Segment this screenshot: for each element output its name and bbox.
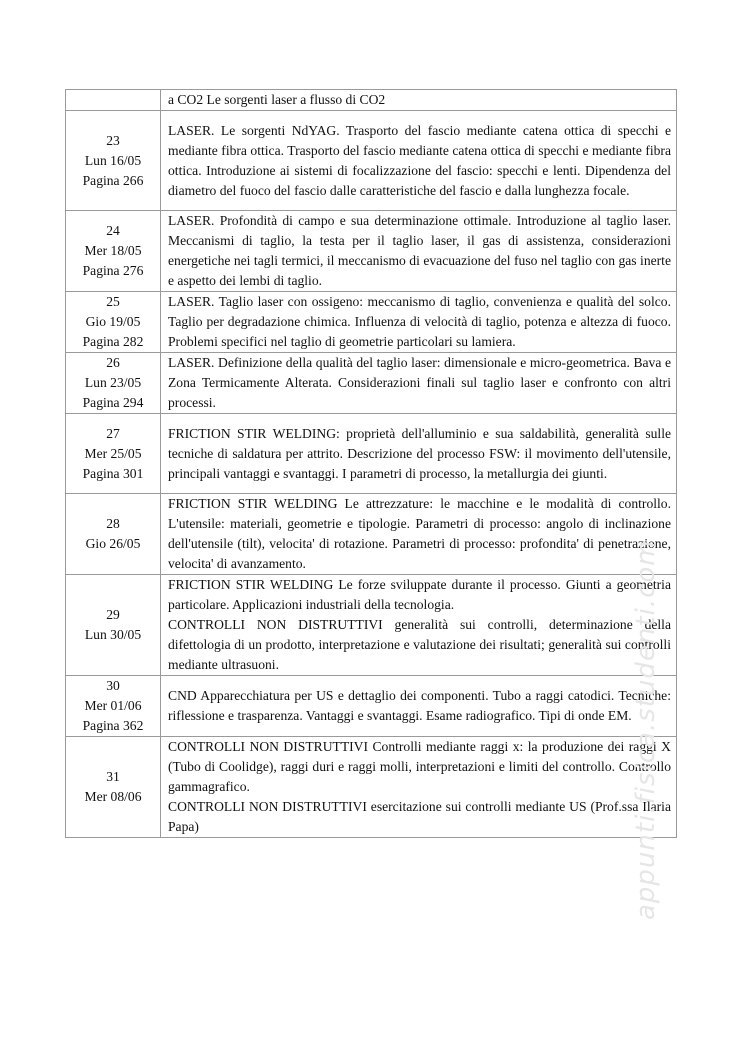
lesson-number: 24: [106, 223, 120, 238]
lesson-date: Lun 30/05: [84, 627, 142, 642]
lesson-date: Gio 19/05: [85, 314, 141, 329]
lesson-number: 26: [106, 355, 120, 370]
lesson-row: [66, 676, 677, 737]
lesson-topic-text: FRICTION STIR WELDING Le attrezzature: le macchine e le modalità di controllo. L'utensile: materiali, geometrie e tipologie. Parametri di processo: angolo di inclinazione dell'utensile (tilt), velocita' di rotazione. Parametri di processo: profondita' di penetrazione, velocita' di avanzamento.: [168, 496, 671, 571]
lesson-number: 25: [106, 294, 120, 309]
lesson-row: [66, 575, 677, 676]
lesson-page: Pagina 301: [82, 465, 144, 481]
lesson-row: [66, 111, 677, 211]
lesson-topics-cell: [161, 737, 677, 838]
lesson-date: Mer 08/06: [84, 789, 142, 804]
lesson-number: 30: [106, 678, 120, 693]
lesson-row: [66, 414, 677, 494]
lesson-date: Lun 23/05: [84, 375, 142, 390]
lesson-topic-text: CONTROLLI NON DISTRUTTIVI generalità sui controlli, determinazione della difettologia di un prodotto, interpretazione e valutazione dei risultati; generalità sui controlli mediante ultrasuoni.: [168, 617, 671, 672]
lesson-date: Lun 16/05: [84, 152, 142, 168]
lesson-info-cell: [66, 676, 161, 737]
lesson-date: Gio 26/05: [85, 536, 141, 551]
lesson-topics-cell: [161, 676, 677, 737]
lesson-topic-text: LASER. Profondità di campo e sua determinazione ottimale. Introduzione al taglio laser. Meccanismi di taglio, la testa per il taglio laser, il gas di assistenza, considerazioni energetiche nei tagli termici, il meccanismo di evacuazione del fuso nel taglio con gas inerte e aspetto dei lembi di taglio.: [168, 213, 671, 288]
lesson-topic-text: a CO2 Le sorgenti laser a flusso di CO2: [168, 92, 386, 107]
lesson-page: Pagina 266: [82, 172, 144, 188]
lesson-row: [66, 353, 677, 414]
lesson-date: Mer 25/05: [84, 445, 142, 461]
lesson-date: Mer 18/05: [84, 243, 142, 258]
lesson-topics-cell: [161, 575, 677, 676]
lesson-info-cell: [66, 575, 161, 676]
lesson-page: Pagina 282: [82, 334, 144, 349]
lesson-topic-text: FRICTION STIR WELDING Le forze sviluppate durante il processo. Giunti a geometria particolare. Applicazioni industriali della tecnologia.: [168, 577, 671, 612]
lesson-topics-cell: [161, 292, 677, 353]
lesson-row: [66, 292, 677, 353]
lesson-row: [66, 494, 677, 575]
lesson-number: 27: [106, 425, 120, 441]
lesson-schedule-body: [66, 90, 677, 838]
lesson-topic-text: LASER. Taglio laser con ossigeno: meccanismo di taglio, convenienza e qualità del solco. Taglio per degradazione chimica. Influenza di velocità di taglio, potenza e altezza di fuoco. Problemi specifici nel taglio di geometrie particolari su lamiera.: [168, 294, 671, 349]
lesson-number: 29: [106, 607, 120, 622]
lesson-topics-cell: [161, 494, 677, 575]
lesson-info-cell: [66, 737, 161, 838]
lesson-row: [66, 737, 677, 838]
lesson-page: Pagina 276: [82, 263, 144, 278]
lesson-info-cell: [66, 211, 161, 292]
lesson-topic-text: CONTROLLI NON DISTRUTTIVI Controlli mediante raggi x: la produzione dei raggi X (Tubo di Coolidge), raggi duri e raggi molli, interpretazioni e limiti del controllo. Controllo gammagrafico.: [168, 739, 671, 794]
lesson-number: 31: [106, 769, 120, 784]
lesson-topics-cell: [161, 111, 677, 211]
lesson-info-cell: [66, 292, 161, 353]
watermark: appunti.fisica.studenti.com: [631, 539, 661, 920]
lesson-schedule-table: [65, 89, 677, 838]
lesson-number: 23: [106, 132, 120, 148]
lesson-row: [66, 211, 677, 292]
lesson-number: 28: [106, 516, 120, 531]
lesson-topic-text: CONTROLLI NON DISTRUTTIVI esercitazione sui controlli mediante US (Prof.ssa Ilaria Papa): [168, 799, 671, 834]
lesson-page: Pagina 294: [82, 395, 144, 410]
lesson-info-cell: [66, 90, 161, 111]
lesson-topic-text: FRICTION STIR WELDING: proprietà dell'alluminio e sua saldabilità, generalità sulle tecniche di saldatura per attrito. Descrizione del processo FSW: il movimento dell'utensile, principali vantaggi e svantaggi. I parametri di processo, la metallurgia dei giunti.: [168, 425, 671, 481]
lesson-topic-text: LASER. Definizione della qualità del taglio laser: dimensionale e micro-geometrica. Bava e Zona Termicamente Alterata. Considerazioni finali sul taglio laser e confronto con altri processi.: [168, 355, 671, 410]
lesson-info-cell: [66, 111, 161, 211]
lesson-info-cell: [66, 414, 161, 494]
lesson-row: [66, 90, 677, 111]
lesson-info-cell: [66, 353, 161, 414]
lesson-topic-text: CND Apparecchiatura per US e dettaglio dei componenti. Tubo a raggi catodici. Tecniche: riflessione e trasparenza. Vantaggi e svantaggi. Esame radiografico. Tipi di onde EM.: [168, 688, 671, 723]
lesson-topics-cell: [161, 211, 677, 292]
lesson-topics-cell: [161, 414, 677, 494]
lesson-info-cell: [66, 494, 161, 575]
lesson-topics-cell: [161, 353, 677, 414]
lesson-topics-cell: [161, 90, 677, 111]
lesson-topic-text: LASER. Le sorgenti NdYAG. Trasporto del fascio mediante catena ottica di specchi e mediante fibra ottica. Trasporto del fascio mediante catena ottica di specchi e mediante fibra ottica. Introduzione ai sistemi di focalizzazione del fascio: specchi e lenti. Dipendenza del diametro del fuoco del fascio dalle caratteristiche del fascio e dalla lunghezza focale.: [168, 122, 671, 198]
lesson-date: Mer 01/06: [84, 698, 142, 713]
lesson-page: Pagina 362: [82, 718, 144, 733]
